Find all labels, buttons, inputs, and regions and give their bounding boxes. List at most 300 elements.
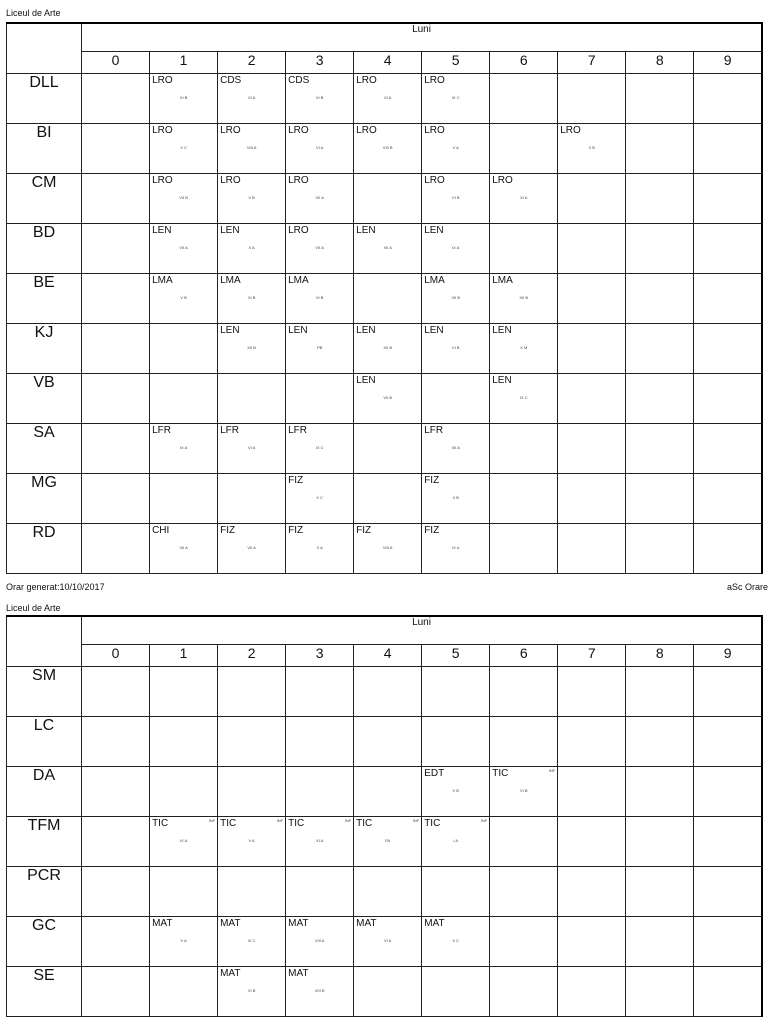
class-code: XII A [383,244,392,250]
hour-header-5: 5 [422,51,490,73]
lesson-cell [82,223,150,273]
class-code: PA [385,837,391,843]
subject-code: LEN [356,224,376,236]
lesson-cell [422,273,490,323]
subject-code: TIC [424,817,441,829]
subject-code: MAT [424,917,445,929]
lesson-cell [558,323,626,373]
subject-code: FIZ [424,524,440,536]
lesson-cell [150,866,218,916]
lesson-cell [558,423,626,473]
lesson-cell [558,173,626,223]
subject-code: LRO [288,124,309,136]
hour-header-5: 5 [422,644,490,666]
hour-header-8: 8 [626,51,694,73]
lesson-cell [354,423,422,473]
table-row [7,223,763,273]
lesson-cell [422,223,490,273]
lesson-cell [694,916,762,966]
class-code: XII B [519,294,529,300]
hour-header-1: 1 [150,644,218,666]
lesson-cell [694,716,762,766]
table-row [7,766,763,816]
lesson-cell [490,73,558,123]
lesson-cell [490,223,558,273]
hour-header-0: 0 [82,644,150,666]
subject-code: LEN [424,224,444,236]
subject-code: LRO [424,174,445,186]
subject-code: LMA [492,274,513,286]
hour-header-0: 0 [82,51,150,73]
lesson-cell [218,173,286,223]
class-code: VI A [315,144,324,150]
subject-code: LRO [152,174,173,186]
class-code: VI A [384,937,392,943]
subject-code: LFR [152,424,171,436]
table-row [7,323,763,373]
subject-code: LRO [492,174,513,186]
hour-header-3: 3 [286,51,354,73]
class-code: I A [453,837,459,843]
lesson-cell [218,966,286,1016]
teacher-name: PCR [7,866,82,916]
lesson-cell [286,123,354,173]
lesson-cell [150,173,218,223]
lesson-cell [354,916,422,966]
table-row [7,423,763,473]
lesson-cell [422,423,490,473]
class-code: IX C [519,394,528,400]
lesson-cell [82,173,150,223]
subject-code: MAT [356,917,377,929]
class-code: V B [248,194,255,200]
subject-code: LMA [288,274,309,286]
lesson-cell [218,866,286,916]
table-row [7,716,763,766]
class-code: XI B [247,294,256,300]
teacher-name: GC [7,916,82,966]
lesson-cell [490,666,558,716]
class-code: V B [180,294,187,300]
lesson-cell [490,173,558,223]
subject-code: CDS [288,74,310,86]
class-code: V B [452,787,459,793]
subject-code: CHI [152,524,170,536]
teacher-name: DLL [7,73,82,123]
lesson-cell [354,323,422,373]
lesson-cell [490,323,558,373]
table-row [7,473,763,523]
lesson-cell [150,816,218,866]
lesson-cell [694,223,762,273]
class-code: V A [452,144,459,150]
lesson-cell [150,123,218,173]
subject-code: LEN [152,224,172,236]
lesson-cell [694,766,762,816]
lesson-cell [422,916,490,966]
subject-code: FIZ [288,524,304,536]
lesson-cell [694,966,762,1016]
lesson-cell [558,666,626,716]
class-code: VI B [315,294,324,300]
class-code: V A [180,937,187,943]
lesson-cell [626,816,694,866]
lesson-cell [694,373,762,423]
lesson-cell [490,966,558,1016]
lesson-cell [694,123,762,173]
class-code: IV A [179,837,188,843]
subject-code: LFR [220,424,239,436]
table-row [7,866,763,916]
teacher-name: BD [7,223,82,273]
teacher-name: LC [7,716,82,766]
hour-header-6: 6 [490,644,558,666]
hour-header-7: 7 [558,51,626,73]
class-code: IX A [452,544,460,550]
lesson-cell [558,716,626,766]
class-code: X C [316,494,323,500]
subject-code: MAT [288,967,309,979]
hour-header-4: 4 [354,51,422,73]
subject-code: LRO [356,124,377,136]
subject-code: LEN [288,324,308,336]
lesson-cell [694,323,762,373]
lesson-cell [490,473,558,523]
subject-code: TIC [356,817,373,829]
lesson-cell [490,523,558,573]
teacher-name: SM [7,666,82,716]
lesson-cell [218,373,286,423]
subject-code: FIZ [288,474,304,486]
school-label-second: Liceul de Arte [6,603,61,613]
teacher-name: RD [7,523,82,573]
hour-header-2: 2 [218,51,286,73]
class-code: IX C [315,444,324,450]
timetable-page-1 [6,22,763,574]
lesson-cell [422,523,490,573]
lesson-cell [354,666,422,716]
corner-cell [7,616,82,666]
class-code: VI B [247,987,256,993]
lesson-cell [82,966,150,1016]
subject-code: LEN [424,324,444,336]
lesson-cell [422,373,490,423]
class-code: VIII A [382,544,393,550]
lesson-cell [218,473,286,523]
lesson-cell [82,666,150,716]
lesson-cell [286,273,354,323]
lesson-cell [558,866,626,916]
class-code: XI A [247,94,256,100]
lesson-cell [218,716,286,766]
lesson-cell [354,373,422,423]
lesson-cell [626,373,694,423]
day-header: Luni [82,23,762,51]
lesson-cell [286,173,354,223]
lesson-cell [558,523,626,573]
lesson-cell [694,173,762,223]
lesson-cell [150,73,218,123]
lesson-cell [558,223,626,273]
hour-header-7: 7 [558,644,626,666]
lesson-cell [626,523,694,573]
lesson-cell [82,323,150,373]
lesson-cell [82,473,150,523]
lesson-cell [422,473,490,523]
lesson-cell [82,916,150,966]
lesson-cell [626,273,694,323]
class-code: XII A [179,544,188,550]
subject-code: MAT [220,917,241,929]
lesson-cell [626,966,694,1016]
lesson-cell [286,916,354,966]
lesson-cell [150,473,218,523]
class-code: X B [588,144,595,150]
lesson-cell [490,766,558,816]
lesson-cell [626,766,694,816]
lesson-cell [150,766,218,816]
lesson-cell [626,223,694,273]
subject-code: TIC [288,817,305,829]
room-code: INF [412,817,420,823]
lesson-cell [422,716,490,766]
lesson-cell [422,766,490,816]
lesson-cell [422,966,490,1016]
lesson-cell [558,273,626,323]
lesson-cell [218,766,286,816]
lesson-cell [286,223,354,273]
room-code: INF [344,817,352,823]
lesson-cell [626,716,694,766]
subject-code: LRO [424,74,445,86]
subject-code: FIZ [220,524,236,536]
subject-code: TIC [492,767,509,779]
lesson-cell [82,716,150,766]
lesson-cell [422,323,490,373]
lesson-cell [558,123,626,173]
lesson-cell [422,866,490,916]
lesson-cell [82,373,150,423]
lesson-cell [558,916,626,966]
lesson-cell [626,423,694,473]
hour-header-8: 8 [626,644,694,666]
class-code: IX C [451,94,460,100]
lesson-cell [218,666,286,716]
lesson-cell [558,966,626,1016]
subject-code: MAT [220,967,241,979]
lesson-cell [422,73,490,123]
lesson-cell [218,73,286,123]
lesson-cell [490,373,558,423]
lesson-cell [150,716,218,766]
class-code: VI A [247,444,256,450]
lesson-cell [354,123,422,173]
lesson-cell [82,273,150,323]
subject-code: TIC [220,817,237,829]
lesson-cell [218,123,286,173]
hour-header-3: 3 [286,644,354,666]
lesson-cell [286,473,354,523]
lesson-cell [218,273,286,323]
lesson-cell [354,966,422,1016]
lesson-cell [558,473,626,523]
hour-header-2: 2 [218,644,286,666]
lesson-cell [490,716,558,766]
lesson-cell [626,916,694,966]
class-code: VII B [383,394,392,400]
lesson-cell [694,866,762,916]
hour-header-9: 9 [694,644,762,666]
subject-code: TIC [152,817,169,829]
lesson-cell [218,423,286,473]
class-code: IX A [452,244,460,250]
lesson-cell [354,716,422,766]
teacher-name: SA [7,423,82,473]
lesson-cell [150,966,218,1016]
lesson-cell [286,323,354,373]
teacher-name: TFM [7,816,82,866]
class-code: VIII A [314,937,325,943]
table-row [7,966,763,1016]
class-code: VII A [247,544,256,550]
lesson-cell [218,916,286,966]
class-code: VII A [179,244,188,250]
room-code: INF [548,767,556,773]
lesson-cell [694,423,762,473]
lesson-cell [150,223,218,273]
lesson-cell [82,816,150,866]
subject-code: LMA [220,274,241,286]
class-code: VII B [179,194,188,200]
class-code: XI A [384,94,392,100]
lesson-cell [218,323,286,373]
lesson-cell [286,716,354,766]
room-code: INF [208,817,216,823]
lesson-cell [82,123,150,173]
subject-code: LEN [356,374,376,386]
lesson-cell [354,223,422,273]
lesson-cell [150,916,218,966]
lesson-cell [354,273,422,323]
class-code: XII B [383,344,392,350]
lesson-cell [82,423,150,473]
class-code: XI A [520,194,528,200]
lesson-cell [558,766,626,816]
class-code: VIII B [314,987,325,993]
lesson-cell [694,473,762,523]
teacher-name: KJ [7,323,82,373]
class-code: VII A [315,244,324,250]
table-row [7,373,763,423]
subject-code: LFR [288,424,308,436]
table-row [7,273,763,323]
timetable-page-2 [6,615,763,1017]
teacher-name: MG [7,473,82,523]
lesson-cell [286,423,354,473]
subject-code: LRO [220,174,241,186]
teacher-name: BE [7,273,82,323]
class-code: X B [452,494,459,500]
lesson-cell [490,273,558,323]
table-row [7,916,763,966]
class-code: IX A [179,444,188,450]
lesson-cell [286,666,354,716]
lesson-cell [490,816,558,866]
lesson-cell [422,816,490,866]
class-code: PB [316,344,323,350]
subject-code: LEN [220,324,240,336]
lesson-cell [82,73,150,123]
subject-code: LRO [288,224,309,236]
class-code: VI B [451,344,460,350]
class-code: X M [520,344,528,350]
lesson-cell [422,123,490,173]
class-code: XI B [179,94,188,100]
subject-code: LRO [152,74,173,86]
teacher-name: VB [7,373,82,423]
class-code: XI A [315,837,324,843]
hour-header-6: 6 [490,51,558,73]
lesson-cell [558,816,626,866]
table-row [7,666,763,716]
teacher-name: SE [7,966,82,1016]
class-code: XI B [315,94,324,100]
lesson-cell [490,866,558,916]
lesson-cell [694,73,762,123]
subject-code: LEN [356,324,376,336]
class-code: XII B [247,344,256,350]
lesson-cell [558,73,626,123]
class-code: VI B [451,194,460,200]
class-code: V A [248,837,255,843]
lesson-cell [694,273,762,323]
day-header: Luni [82,616,762,644]
lesson-cell [150,666,218,716]
class-code: X A [316,544,323,550]
lesson-cell [150,373,218,423]
teacher-name: BI [7,123,82,173]
subject-code: MAT [288,917,309,929]
lesson-cell [354,816,422,866]
table-row [7,123,763,173]
teacher-name: CM [7,173,82,223]
class-code: VI B [519,787,528,793]
table-row [7,73,763,123]
lesson-cell [490,916,558,966]
lesson-cell [694,816,762,866]
lesson-cell [694,523,762,573]
lesson-cell [218,816,286,866]
lesson-cell [558,373,626,423]
subject-code: FIZ [356,524,372,536]
lesson-cell [626,473,694,523]
subject-code: LRO [288,174,309,186]
lesson-cell [490,123,558,173]
lesson-cell [626,73,694,123]
lesson-cell [626,123,694,173]
subject-code: LRO [220,124,241,136]
lesson-cell [286,523,354,573]
hour-header-1: 1 [150,51,218,73]
class-code: X C [180,144,187,150]
lesson-cell [626,323,694,373]
table-row [7,523,763,573]
class-code: VIII A [246,144,257,150]
subject-code: LRO [424,124,445,136]
school-label-top: Liceul de Arte [6,8,61,18]
lesson-cell [694,666,762,716]
lesson-cell [286,73,354,123]
